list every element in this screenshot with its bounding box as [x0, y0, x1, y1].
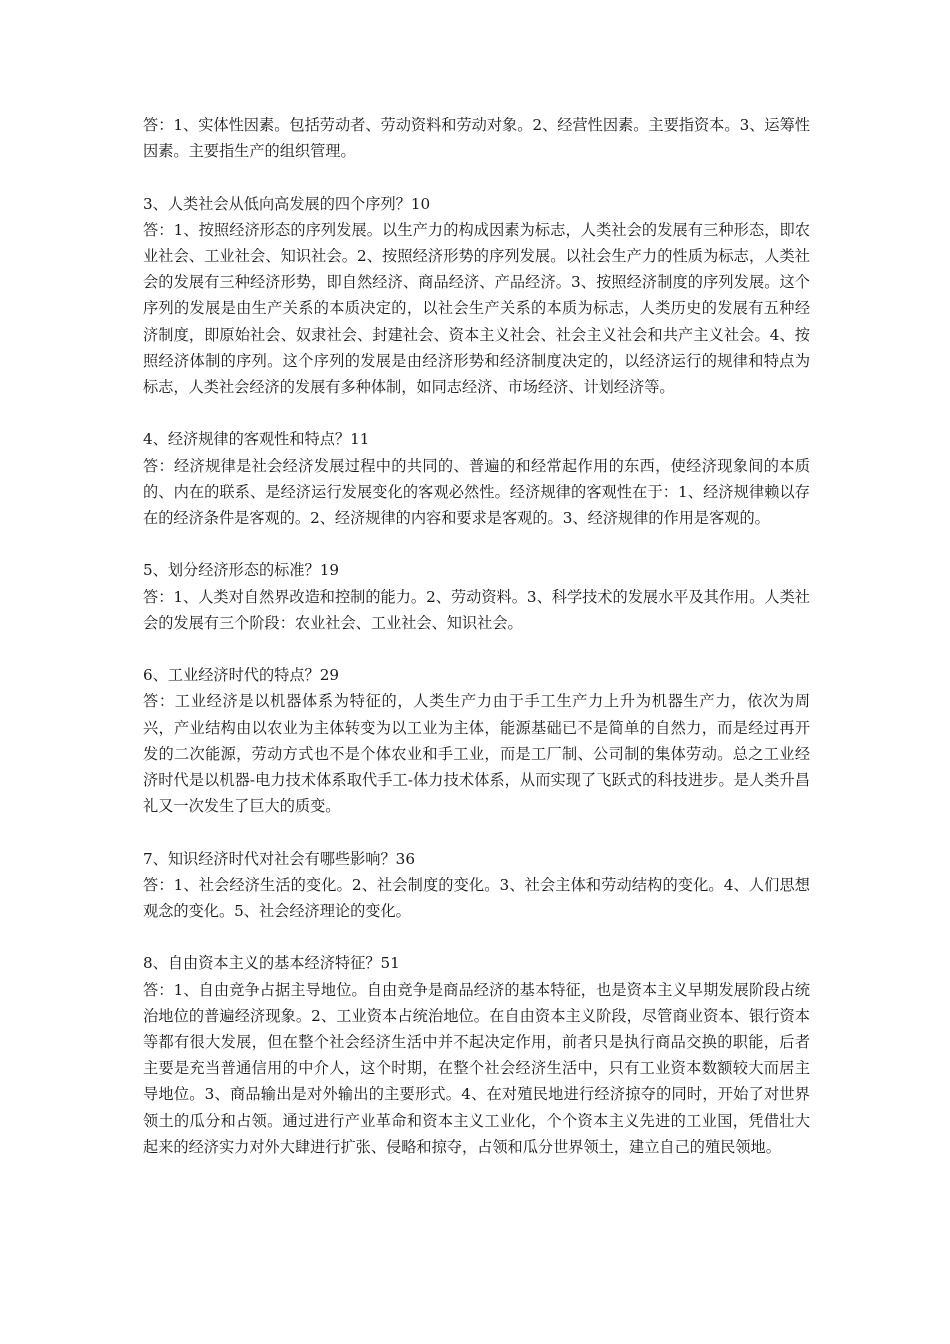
qa-block-3 [143, 191, 810, 401]
answer-text: 答：1、自由竞争占据主导地位。自由竞争是商品经济的基本特征，也是资本主义早期发展阶段占统治地位的普遍经济现象。2、工业资本占统治地位。在自由资本主义阶段，尽管商业资本、银行资本等都有很大发展，但在整个社会经济生活中并不起决定作用，前者只是执行商品交换的职能，后者主要是充当普通信用的中介人，这个时期，在整个社会经济生活中，只有工业资本数额较大而居主导地位。3、商品输出是对外输出的主要形式。4、在对殖民地进行经济掠夺的同时，开始了对世界领土的瓜分和占领。通过进行产业革命和资本主义工业化，个个资本主义先进的工业国，凭借壮大起来的经济实力对外大肆进行扩张、侵略和掠夺，占领和瓜分世界领土，建立自己的殖民领地。 [143, 980, 810, 1156]
qa-block-8 [143, 950, 810, 1160]
answer-text: 答：1、社会经济生活的变化。2、社会制度的变化。3、社会主体和劳动结构的变化。4、人们思想观念的变化。5、社会经济理论的变化。 [143, 875, 810, 921]
document-page [143, 112, 810, 1186]
answer-text: 答：经济规律是社会经济发展过程中的共同的、普遍的和经常起作用的东西，使经济现象间的本质的、内在的联系、是经济运行发展变化的客观必然性。经济规律的客观性在于：1、经济规律赖以存在的经济条件是客观的。2、经济规律的内容和要求是客观的。3、经济规律的作用是客观的。 [143, 456, 810, 528]
qa-block-1 [143, 112, 810, 164]
question-heading: 6、工业经济时代的特点？29 [143, 666, 340, 685]
qa-block-5 [143, 557, 810, 636]
question-heading: 5、划分经济形态的标准？19 [143, 561, 340, 580]
qa-block-4 [143, 426, 810, 531]
answer-text: 答：1、人类对自然界改造和控制的能力。2、劳动资料。3、科学技术的发展水平及其作用。人类社会的发展有三个阶段：农业社会、工业社会、知识社会。 [143, 587, 810, 632]
answer-text: 答：1、实体性因素。包括劳动者、劳动资料和劳动对象。2、经营性因素。主要指资本。3、运筹性因素。主要指生产的组织管理。 [143, 116, 810, 161]
question-heading: 4、经济规律的客观性和特点？11 [143, 430, 370, 449]
qa-block-6 [143, 662, 810, 819]
question-heading: 8、自由资本主义的基本经济特征？51 [143, 954, 400, 973]
answer-text: 答：1、按照经济形态的序列发展。以生产力的构成因素为标志，人类社会的发展有三种形态，即农业社会、工业社会、知识社会。2、按照经济形势的序列发展。以社会生产力的性质为标志，人类社会的发展有三种经济形势，即自然经济、商品经济、产品经济。3、按照经济制度的序列发展。这个序列的发展是由生产关系的本质决定的，以社会生产关系的本质为标志，人类历史的发展有五种经济制度，即原始社会、奴隶社会、封建社会、资本主义社会、社会主义社会和共产主义社会。4、按照经济体制的序列。这个序列的发展是由经济形势和经济制度决定的，以经济运行的规律和特点为标志，人类社会经济的发展有多种体制，如同志经济、市场经济、计划经济等。 [143, 220, 810, 397]
question-heading: 7、知识经济时代对社会有哪些影响？36 [143, 849, 415, 868]
qa-block-7 [143, 846, 810, 925]
question-heading: 3、人类社会从低向高发展的四个序列？10 [143, 194, 431, 213]
answer-text: 答：工业经济是以机器体系为特征的，人类生产力由于手工生产力上升为机器生产力，依次为周兴，产业结构由以农业为主体转变为以工业为主体，能源基础已不是简单的自然力，而是经过再开发的二次能源，劳动方式也不是个体农业和手工业，而是工厂制、公司制的集体劳动。总之工业经济时代是以机器-电力技术体系取代手工-体力技术体系，从而实现了飞跃式的科技进步。是人类升昌礼又一次发生了巨大的质变。 [143, 692, 810, 816]
